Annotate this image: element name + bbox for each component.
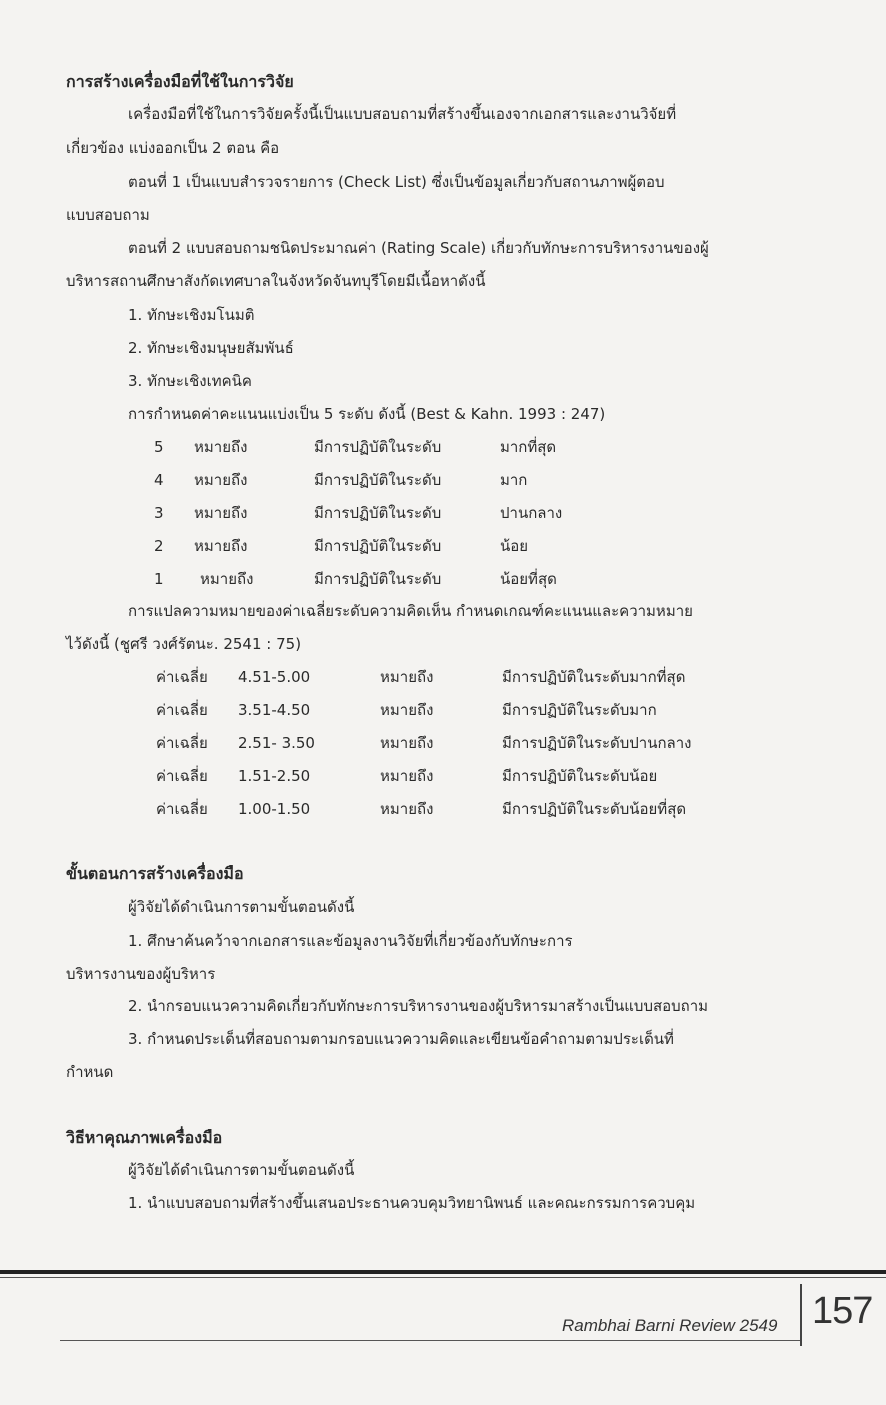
mean-means: หมายถึง bbox=[380, 734, 434, 752]
paragraph-line: การกำหนดค่าคะแนนแบ่งเป็น 5 ระดับ ดังนี้ (Best & Kahn. 1993 : 247) bbox=[128, 405, 606, 423]
journal-title: Rambhai Barni Review 2549 bbox=[562, 1316, 778, 1335]
scale-level: มาก bbox=[500, 471, 528, 489]
list-item: 3. กำหนดประเด็นที่สอบถามตามกรอบแนวความคิดและเขียนข้อคำถามตามประเด็นที่ bbox=[128, 1030, 674, 1048]
section-heading-construction-steps: ขั้นตอนการสร้างเครื่องมือ bbox=[66, 864, 244, 883]
scale-number: 2 bbox=[154, 537, 164, 555]
list-item: 1. ทักษะเชิงมโนมติ bbox=[128, 306, 255, 324]
mean-label: ค่าเฉลี่ย bbox=[156, 800, 208, 818]
mean-range: 3.51-4.50 bbox=[238, 701, 311, 719]
page-number-divider bbox=[800, 1284, 802, 1346]
page-number: 157 bbox=[812, 1290, 873, 1332]
paragraph-line: ไว้ดังนี้ (ชูศรี วงศ์รัตนะ. 2541 : 75) bbox=[66, 635, 302, 653]
paragraph-line: ผู้วิจัยได้ดำเนินการตามขั้นตอนดังนี้ bbox=[128, 898, 355, 916]
scale-practice: มีการปฏิบัติในระดับ bbox=[314, 570, 442, 588]
footer-top-rule bbox=[0, 1270, 886, 1274]
mean-means: หมายถึง bbox=[380, 668, 434, 686]
scale-level: น้อยที่สุด bbox=[500, 570, 557, 588]
mean-range: 1.00-1.50 bbox=[238, 800, 311, 818]
mean-label: ค่าเฉลี่ย bbox=[156, 734, 208, 752]
footer-top-rule-thin bbox=[0, 1277, 886, 1278]
mean-meaning: มีการปฏิบัติในระดับน้อยที่สุด bbox=[502, 800, 687, 818]
scale-means: หมายถึง bbox=[194, 537, 248, 555]
mean-meaning: มีการปฏิบัติในระดับมาก bbox=[502, 701, 657, 719]
paragraph-line: บริหารสถานศึกษาสังกัดเทศบาลในจังหวัดจันทบุรีโดยมีเนื้อหาดังนี้ bbox=[66, 272, 486, 290]
scale-level: มากที่สุด bbox=[500, 438, 557, 456]
scale-means: หมายถึง bbox=[194, 438, 248, 456]
scale-number: 5 bbox=[154, 438, 164, 456]
scale-practice: มีการปฏิบัติในระดับ bbox=[314, 438, 442, 456]
mean-meaning: มีการปฏิบัติในระดับน้อย bbox=[502, 767, 658, 785]
scale-means: หมายถึง bbox=[200, 570, 254, 588]
paragraph-line: เครื่องมือที่ใช้ในการวิจัยครั้งนี้เป็นแบบสอบถามที่สร้างขึ้นเองจากเอกสารและงานวิจัยที่ bbox=[128, 105, 677, 123]
paragraph-line: ตอนที่ 1 เป็นแบบสำรวจรายการ (Check List) ซึ่งเป็นข้อมูลเกี่ยวกับสถานภาพผู้ตอบ bbox=[128, 173, 665, 191]
mean-range: 2.51- 3.50 bbox=[238, 734, 315, 752]
paragraph-line: บริหารงานของผู้บริหาร bbox=[66, 965, 216, 983]
mean-meaning: มีการปฏิบัติในระดับมากที่สุด bbox=[502, 668, 686, 686]
list-item: 2. นำกรอบแนวความคิดเกี่ยวกับทักษะการบริหารงานของผู้บริหารมาสร้างเป็นแบบสอบถาม bbox=[128, 997, 709, 1015]
paragraph-line: กำหนด bbox=[66, 1063, 114, 1081]
scale-practice: มีการปฏิบัติในระดับ bbox=[314, 504, 442, 522]
section-heading-instrument-construction: การสร้างเครื่องมือที่ใช้ในการวิจัย bbox=[66, 72, 294, 91]
scale-number: 1 bbox=[154, 570, 164, 588]
paragraph-line: ผู้วิจัยได้ดำเนินการตามขั้นตอนดังนี้ bbox=[128, 1161, 355, 1179]
footer-bottom-rule bbox=[60, 1340, 800, 1341]
mean-means: หมายถึง bbox=[380, 767, 434, 785]
scale-level: น้อย bbox=[500, 537, 529, 555]
mean-label: ค่าเฉลี่ย bbox=[156, 701, 208, 719]
scale-level: ปานกลาง bbox=[500, 504, 563, 522]
mean-range: 1.51-2.50 bbox=[238, 767, 311, 785]
scale-practice: มีการปฏิบัติในระดับ bbox=[314, 471, 442, 489]
mean-range: 4.51-5.00 bbox=[238, 668, 311, 686]
section-heading-quality-assessment: วิธีหาคุณภาพเครื่องมือ bbox=[66, 1128, 223, 1147]
paragraph-line: แบบสอบถาม bbox=[66, 206, 150, 224]
mean-meaning: มีการปฏิบัติในระดับปานกลาง bbox=[502, 734, 692, 752]
scale-number: 4 bbox=[154, 471, 164, 489]
scale-means: หมายถึง bbox=[194, 471, 248, 489]
mean-means: หมายถึง bbox=[380, 800, 434, 818]
scale-practice: มีการปฏิบัติในระดับ bbox=[314, 537, 442, 555]
mean-label: ค่าเฉลี่ย bbox=[156, 668, 208, 686]
mean-means: หมายถึง bbox=[380, 701, 434, 719]
list-item: 1. ศึกษาค้นคว้าจากเอกสารและข้อมูลงานวิจัยที่เกี่ยวข้องกับทักษะการ bbox=[128, 932, 573, 950]
scale-means: หมายถึง bbox=[194, 504, 248, 522]
paragraph-line: การแปลความหมายของค่าเฉลี่ยระดับความคิดเห็น กำหนดเกณฑ์คะแนนและความหมาย bbox=[128, 602, 693, 620]
paragraph-line: ตอนที่ 2 แบบสอบถามชนิดประมาณค่า (Rating Scale) เกี่ยวกับทักษะการบริหารงานของผู้ bbox=[128, 239, 709, 257]
list-item: 1. นำแบบสอบถามที่สร้างขึ้นเสนอประธานควบคุมวิทยานิพนธ์ และคณะกรรมการควบคุม bbox=[128, 1194, 696, 1212]
list-item: 2. ทักษะเชิงมนุษยสัมพันธ์ bbox=[128, 339, 294, 357]
paragraph-line: เกี่ยวข้อง แบ่งออกเป็น 2 ตอน คือ bbox=[66, 139, 280, 157]
list-item: 3. ทักษะเชิงเทคนิค bbox=[128, 372, 252, 390]
scale-number: 3 bbox=[154, 504, 164, 522]
mean-label: ค่าเฉลี่ย bbox=[156, 767, 208, 785]
